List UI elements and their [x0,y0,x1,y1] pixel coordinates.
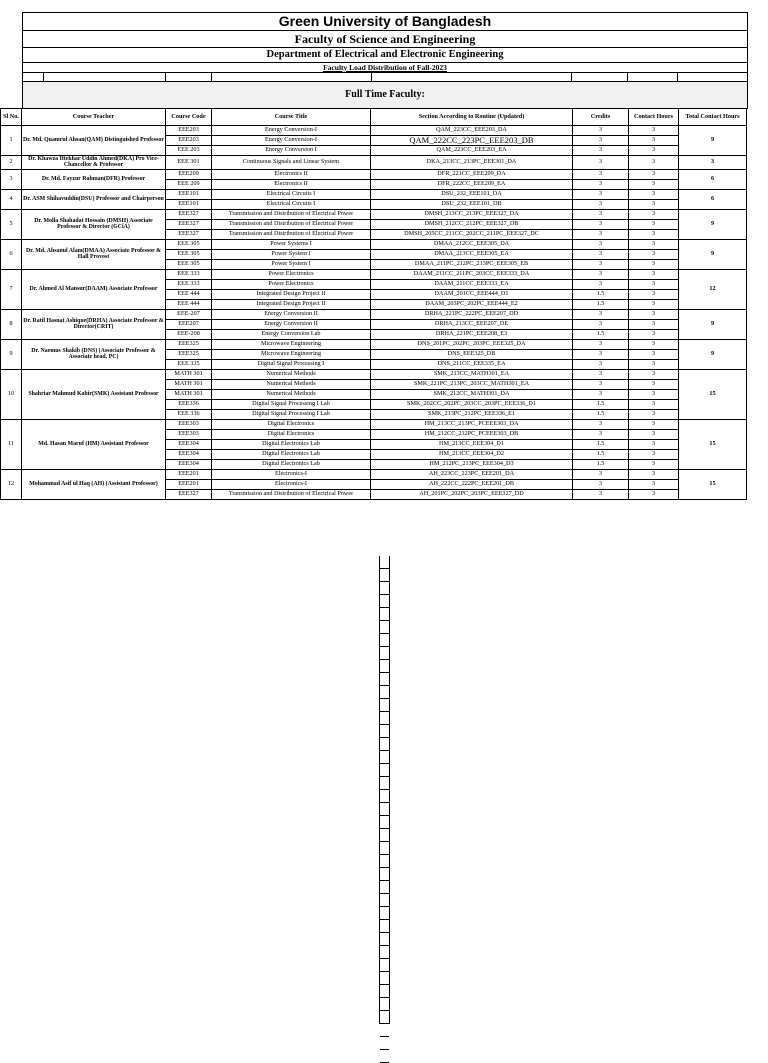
course-title: Energy Conversion Lab [212,329,371,339]
department-name: Department of Electrical and Electronic Engineering [22,48,748,63]
section-code: DNS_EEE325_DB [371,349,573,359]
credits: 3 [573,156,629,170]
course-teacher: Dr. Molla Shahadat Hossain (DMSH) Associate Professor & Director (GCiA) [22,209,166,239]
course-title: Electronics II [212,169,371,179]
contact-hours: 3 [629,349,679,359]
column-header: Contact Hours [629,109,679,126]
credits: 3 [573,309,629,319]
course-title: Energy Conversion I [212,146,371,156]
column-header: Section According to Routine (Updated) [371,109,573,126]
course-title: Power Electronics [212,279,371,289]
table-row [1,209,747,219]
contact-hours: 3 [629,479,679,489]
contact-hours: 3 [629,136,679,146]
empty-cell [380,634,389,647]
section-code: SMK_202CC_202PC_203CC_203PC_EEE336_D1 [371,399,573,409]
credits: 3 [573,389,629,399]
section-code: DNS_201PC_202PC_203PC_EEE325_DA [371,339,573,349]
empty-cell [380,881,389,894]
credits: 3 [573,249,629,259]
section-code: DSU_232_EEE101_DB [371,199,573,209]
contact-hours: 3 [629,209,679,219]
course-teacher: Shahriar Mahmud Kabir(SMK) Assistant Professor [22,369,166,419]
section-code: DNS_211CC_EEE335_EA [371,359,573,369]
course-code: EEE203 [166,126,212,136]
course-code: EEE325 [166,349,212,359]
course-code: EEE327 [166,219,212,229]
course-code: EEE201 [166,469,212,479]
contact-hours: 3 [629,409,679,419]
contact-hours: 3 [629,429,679,439]
contact-hours: 3 [629,369,679,379]
table-row [1,169,747,179]
credits: 1.5 [573,459,629,469]
serial-number: 1 [1,126,22,156]
course-code: EEE207 [166,319,212,329]
course-code: EEE304 [166,459,212,469]
section-code: QAM_223CC_EEE203_DA [371,126,573,136]
empty-cell [380,842,389,855]
faculty-load-table [0,108,747,500]
course-title: Microwave Engineering [212,349,371,359]
section-code: DFR_221CC_EEE209_DA [371,169,573,179]
column-header: Course Code [166,109,212,126]
course-code: EEE303 [166,419,212,429]
distribution-title: Faculty Load Distribution of Fall-2023 [22,63,748,73]
section-code: AH_222CC_222PC_EEE201_DB [371,479,573,489]
credits: 3 [573,339,629,349]
credits: 1.5 [573,299,629,309]
course-title: Electronics-I [212,469,371,479]
contact-hours: 3 [629,179,679,189]
credits: 3 [573,179,629,189]
serial-number: 2 [1,156,22,170]
empty-cell [380,686,389,699]
serial-number: 5 [1,209,22,239]
empty-cell [380,1011,389,1024]
contact-hours: 3 [629,269,679,279]
table-row [1,156,747,170]
total-contact-hours: 9 [679,309,747,339]
section-code: DRHA_213CC_EEE207_DE [371,319,573,329]
course-title: Numerical Methods [212,379,371,389]
column-header: Credits [573,109,629,126]
course-code: EEE 333 [166,279,212,289]
empty-cell [380,556,389,569]
credits: 1.5 [573,409,629,419]
total-contact-hours: 6 [679,169,747,189]
total-contact-hours: 9 [679,239,747,269]
credits: 3 [573,259,629,269]
empty-cell [380,673,389,686]
credits: 3 [573,469,629,479]
table-row [1,189,747,199]
total-contact-hours: 12 [679,269,747,309]
section-code: HM_213CC_EEE304_D2 [371,449,573,459]
course-code: EEE-208 [166,329,212,339]
empty-cell [380,1050,389,1063]
course-code: EEE336 [166,399,212,409]
empty-cell [380,803,389,816]
course-title: Power Electronics [212,269,371,279]
course-code: EEE 305 [166,239,212,249]
course-code: EEE327 [166,489,212,499]
contact-hours: 3 [629,169,679,179]
course-title: Transmission and Distribution of Electrical Power [212,219,371,229]
empty-cell [380,608,389,621]
course-teacher: Dr. Md. Fayzur Rahman(DFR) Professor [22,169,166,189]
empty-cell [380,907,389,920]
section-code: HM_212CC_212PC_PCEEE303_DB [371,429,573,439]
credits: 3 [573,359,629,369]
course-title: Numerical Methods [212,369,371,379]
section-code: DRHA_221PC_222PC_EEE207_DD [371,309,573,319]
course-title: Transmission and Distribution of Electrical Power [212,209,371,219]
credits: 3 [573,239,629,249]
contact-hours: 3 [629,419,679,429]
course-title: Microwave Engineering [212,339,371,349]
course-teacher: Mohammad Asif ul Haq (AH) (Assistant Professor) [22,469,166,499]
empty-column-ladder [379,556,390,1024]
credits: 1.5 [573,449,629,459]
credits: 3 [573,379,629,389]
course-title: Power System I [212,249,371,259]
course-title: Transmission and Distribution of Electrical Power [212,489,371,499]
course-teacher: Dr. ASM Shihavuddin(DSU) Professor and Chairperson [22,189,166,209]
credits: 3 [573,126,629,136]
contact-hours: 3 [629,249,679,259]
faculty-name: Faculty of Science and Engineering [22,31,748,48]
course-code: EEE 444 [166,299,212,309]
course-code: EEE 305 [166,259,212,269]
contact-hours: 3 [629,339,679,349]
course-title: Digital Signal Processing I [212,359,371,369]
contact-hours: 3 [629,469,679,479]
section-code: HM_212PC_213PC_EEE304_D3 [371,459,573,469]
credits: 3 [573,479,629,489]
credits: 3 [573,429,629,439]
table-row [1,369,747,379]
course-code: EEE327 [166,229,212,239]
table-row [1,126,747,136]
course-teacher: Dr. Naemus Shakib (DNS) (Associate Professor & Associate head, PC) [22,339,166,369]
section-code: SMK_213PC_212PC_EEE336_E1 [371,409,573,419]
contact-hours: 3 [629,389,679,399]
course-code: EEE327 [166,209,212,219]
course-title: Energy Conversion-I [212,126,371,136]
empty-cell [380,777,389,790]
section-code: DAAM_211CC_211PC_203CC_EEE333_DA [371,269,573,279]
empty-cell [380,1037,389,1050]
empty-cell [380,894,389,907]
total-contact-hours: 6 [679,189,747,209]
contact-hours: 3 [629,439,679,449]
course-code: EEE325 [166,339,212,349]
total-contact-hours: 9 [679,209,747,239]
credits: 3 [573,219,629,229]
section-code: DMAA_213CC_EEE305_EA [371,249,573,259]
course-title: Energy Conversion-I [212,136,371,146]
table-row [1,269,747,279]
course-title: Digital Signal Processing I Lab [212,399,371,409]
serial-number: 8 [1,309,22,339]
empty-cell [380,595,389,608]
empty-cell [380,582,389,595]
course-code: MATH 301 [166,369,212,379]
section-code: SMK_213CC_MATH301_EA [371,369,573,379]
empty-cell [380,816,389,829]
empty-cell [380,959,389,972]
contact-hours: 3 [629,459,679,469]
section-code: SMK_221PC_213PC_203CC_MATH301_EA [371,379,573,389]
contact-hours: 3 [629,379,679,389]
contact-hours: 3 [629,239,679,249]
credits: 3 [573,349,629,359]
course-title: Power System I [212,259,371,269]
course-title: Integrated Design Project II [212,289,371,299]
course-code: EEE303 [166,429,212,439]
section-code: AH_201PC_202PC_203PC_EEE327_DD [371,489,573,499]
course-code: EEE 305 [166,249,212,259]
empty-cell [380,647,389,660]
course-title: Digital Electronics [212,419,371,429]
empty-cell [380,868,389,881]
contact-hours: 3 [629,219,679,229]
empty-cell [380,725,389,738]
section-title: Full Time Faculty: [22,82,748,109]
contact-hours: 3 [629,289,679,299]
total-contact-hours: 9 [679,339,747,369]
credits: 1.5 [573,439,629,449]
course-teacher: Dr. Khawza Iftekhar Uddin Ahmed(DKA) Pro Vice-Chancellor & Professor [22,156,166,170]
table-row [1,419,747,429]
contact-hours: 3 [629,199,679,209]
section-code: DMAA_212CC_EEE305_DA [371,239,573,249]
course-title: Digital Electronics Lab [212,459,371,469]
table-header-row [1,109,747,126]
course-title: Energy Conversion II [212,319,371,329]
course-title: Digital Electronics Lab [212,439,371,449]
course-title: Electronics-I [212,479,371,489]
section-code: DMAA_211PC_212PC_213PC_EEE305_EB [371,259,573,269]
course-code: EEE 203 [166,146,212,156]
contact-hours: 3 [629,189,679,199]
column-header: Course Teacher [22,109,166,126]
table-row [1,339,747,349]
course-code: EEE304 [166,439,212,449]
total-contact-hours: 15 [679,419,747,469]
empty-cell [380,972,389,985]
serial-number: 6 [1,239,22,269]
contact-hours: 3 [629,329,679,339]
serial-number: 11 [1,419,22,469]
empty-cell [380,712,389,725]
course-title: Digital Electronics Lab [212,449,371,459]
serial-number: 7 [1,269,22,309]
serial-number: 4 [1,189,22,209]
section-code: DFR_222CC_EEE209_EA [371,179,573,189]
course-code: EEE209 [166,169,212,179]
course-code: EEE 301 [166,156,212,170]
contact-hours: 3 [629,359,679,369]
section-code: HM_213CC_213PC_PCEEE303_DA [371,419,573,429]
course-title: Electrical Circuits I [212,189,371,199]
empty-cell [380,621,389,634]
serial-number: 3 [1,169,22,189]
course-code: EEE 336 [166,409,212,419]
empty-cell [380,738,389,751]
course-title: Electronics II [212,179,371,189]
credits: 1.5 [573,399,629,409]
contact-hours: 3 [629,399,679,409]
serial-number: 12 [1,469,22,499]
contact-hours: 3 [629,146,679,156]
course-code: EEE 444 [166,289,212,299]
section-code: SMK_212CC_MATH301_DA [371,389,573,399]
blank-row [22,73,748,82]
course-title: Numerical Methods [212,389,371,399]
university-name: Green University of Bangladesh [22,12,748,31]
credits: 3 [573,199,629,209]
contact-hours: 3 [629,319,679,329]
course-teacher: Md. Hasan Maruf (HM) Assistant Professor [22,419,166,469]
course-code: MATH 301 [166,389,212,399]
section-code: DMSH_205CC_211CC_202CC_211PC_EEE327_DC [371,229,573,239]
section-code: DMSH_213CC_213PC_EEE327_DA [371,209,573,219]
empty-cell [380,985,389,998]
credits: 1.5 [573,289,629,299]
empty-cell [380,764,389,777]
section-code: DAAM_201CC_EEE444_D1 [371,289,573,299]
course-code: EEE203 [166,136,212,146]
empty-cell [380,699,389,712]
contact-hours: 3 [629,309,679,319]
table-row [1,239,747,249]
column-header: Course Title [212,109,371,126]
credits: 3 [573,319,629,329]
course-title: Energy Conversion II [212,309,371,319]
course-teacher: Dr. Md. Quamrul Ahsan(QAM) Distinguished Professor [22,126,166,156]
contact-hours: 3 [629,229,679,239]
credits: 3 [573,269,629,279]
table-row [1,309,747,319]
total-contact-hours: 9 [679,126,747,156]
course-code: EEE101 [166,189,212,199]
credits: 3 [573,136,629,146]
credits: 3 [573,189,629,199]
empty-cell [380,855,389,868]
section-code: DRHA_221PC_EEE208_E3 [371,329,573,339]
empty-cell [380,1024,389,1037]
column-header: Total Contact Hours [679,109,747,126]
section-code: DAAM_211CC_EEE333_EA [371,279,573,289]
course-title: Digital Signal Processing I Lab [212,409,371,419]
section-code: HM_213CC_EEE304_D1 [371,439,573,449]
empty-cell [380,829,389,842]
total-contact-hours: 3 [679,156,747,170]
total-contact-hours: 15 [679,469,747,499]
empty-cell [380,998,389,1011]
course-title: Integrated Design Project II [212,299,371,309]
section-code: DSU_232_EEE101_DA [371,189,573,199]
credits: 1.5 [573,329,629,339]
section-code: AH_223CC_223PC_EEE201_DA [371,469,573,479]
serial-number: 10 [1,369,22,419]
course-code: EEE 335 [166,359,212,369]
contact-hours: 3 [629,126,679,136]
sheet-header [22,12,748,109]
course-code: EEE304 [166,449,212,459]
course-code: EEE101 [166,199,212,209]
empty-cell [380,660,389,673]
course-title: Digital Electronics [212,429,371,439]
section-code: QAM_223CC_EEE203_EA [371,146,573,156]
credits: 3 [573,209,629,219]
empty-cell [380,790,389,803]
course-teacher: Dr. Ahmed Al Mansur(DAAM) Associate Professor [22,269,166,309]
course-code: MATH 301 [166,379,212,389]
credits: 3 [573,279,629,289]
serial-number: 9 [1,339,22,369]
course-code: EEE201 [166,479,212,489]
course-title: Transmission and Distribution of Electrical Power [212,229,371,239]
course-title: Power Systems I [212,239,371,249]
credits: 3 [573,169,629,179]
total-contact-hours: 15 [679,369,747,419]
course-teacher: Dr. Md. Ahsanul Alam(DMAA) Associate Professor & Hall Provost [22,239,166,269]
empty-cell [380,920,389,933]
section-code: QAM_222CC_223PC_EEE203_DB [371,136,573,146]
empty-cell [380,933,389,946]
credits: 3 [573,146,629,156]
contact-hours: 3 [629,299,679,309]
section-code: DAAM_203PC_202PC_EEE444_E2 [371,299,573,309]
contact-hours: 3 [629,489,679,499]
table-row [1,469,747,479]
contact-hours: 3 [629,279,679,289]
credits: 3 [573,229,629,239]
course-teacher: Dr. Ratil Hasnat Ashique(DRHA) Associate Professor & Director(CRIT) [22,309,166,339]
course-code: EEE-207 [166,309,212,319]
section-code: DMSH_212CC_212PC_EEE327_DB [371,219,573,229]
contact-hours: 3 [629,156,679,170]
empty-cell [380,569,389,582]
credits: 3 [573,419,629,429]
column-header: Sl No. [1,109,22,126]
empty-cell [380,751,389,764]
course-code: EEE 209 [166,179,212,189]
empty-cell [380,946,389,959]
credits: 3 [573,369,629,379]
credits: 3 [573,489,629,499]
course-title: Continuous Signals and Linear System [212,156,371,170]
contact-hours: 3 [629,259,679,269]
contact-hours: 3 [629,449,679,459]
section-code: DKA_213CC_213PC_EEE301_DA [371,156,573,170]
course-title: Electrical Circuits I [212,199,371,209]
course-code: EEE 333 [166,269,212,279]
